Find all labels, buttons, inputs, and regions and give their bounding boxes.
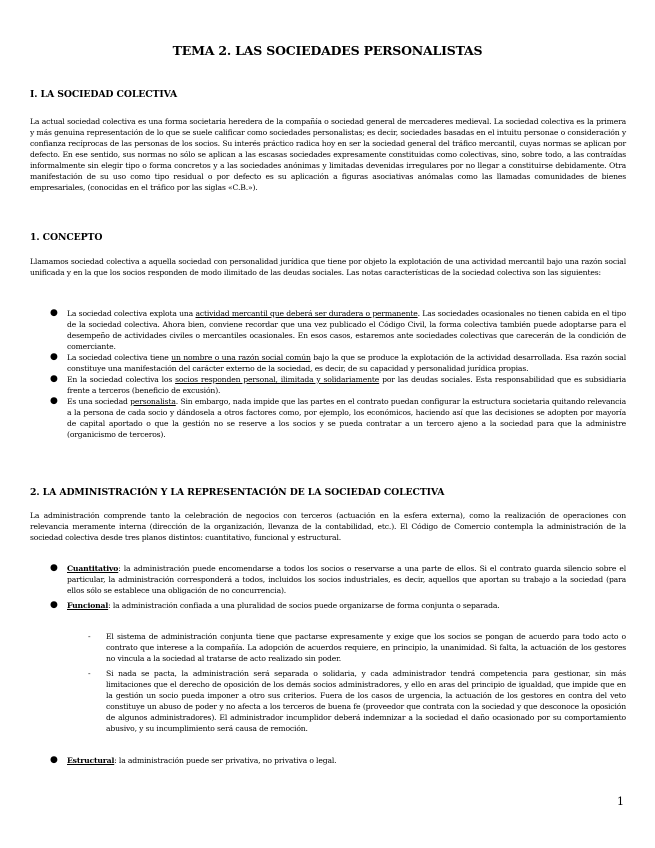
- bullet-icon: ●: [50, 563, 58, 573]
- bullet-icon: ●: [50, 600, 58, 610]
- bullet-icon: ●: [50, 374, 58, 384]
- concepto-bullet-list: [50, 308, 626, 440]
- list-item: ● Funcional: la administración confiada a una pluralidad de socios puede organizarse de forma conjunta o separada.: [50, 600, 500, 610]
- administracion-bullet-list: [50, 563, 626, 611]
- list-item: ● Cuantitativo: la administración puede encomendarse a todos los socios o reservarse a una parte de ellos. Si el contrato guarda silencio sobre el particular, la administración corresponderá a todos, incluidos los socios industriales, es decir, aquellos que aportan su trabajo a la sociedad (para ellos sólo se establece una obligación de no concurrencia).: [50, 563, 626, 595]
- page-number: 1: [617, 795, 624, 808]
- bullet-icon: ●: [50, 308, 58, 318]
- section-heading-sociedad-colectiva: I. LA SOCIEDAD COLECTIVA: [30, 89, 178, 100]
- concepto-paragraph: Llamamos sociedad colectiva a aquella sociedad con personalidad jurídica que tiene por objeto la explotación de una actividad mercantil bajo una razón social unificada y en la que los socios responden de modo ilimitado de las deudas sociales. Las notas características de la sociedad colectiva son las siguientes:: [30, 257, 626, 277]
- bullet-label: Estructural: [67, 756, 115, 765]
- bullet-label: Funcional: [67, 601, 109, 610]
- estructural-bullet-list: [50, 755, 626, 766]
- document-title: TEMA 2. LAS SOCIEDADES PERSONALISTAS: [172, 43, 483, 58]
- bullet-label: Cuantitativo: [67, 564, 119, 573]
- dash-marker: -: [88, 669, 91, 678]
- underlined-term: socios responden personal, ilimitada y solidariamente: [175, 375, 380, 384]
- underlined-term: actividad mercantil que deberá ser duradera o permanente: [195, 309, 418, 318]
- bullet-icon: ●: [50, 396, 58, 406]
- list-item: ● Es una sociedad personalista. Sin embargo, nada impide que las partes en el contrato puedan configurar la estructura societaria quitando relevancia a la persona de cada socio y dándosela a otros factores como, por ejemplo, los económicos, haciendo así que las decisiones se adopten por mayoría de capital aportado o que la gestión no se reserve a los socios y se pueda contratar a un tercero ajeno a la sociedad para que la administre (organicismo de terceros).: [50, 396, 626, 439]
- section-heading-administracion: 2. LA ADMINISTRACIÓN Y LA REPRESENTACIÓN DE LA SOCIEDAD COLECTIVA: [30, 487, 445, 498]
- bullet-icon: ●: [50, 352, 58, 362]
- list-item: - El sistema de administración conjunta tiene que pactarse expresamente y exige que los socios se pongan de acuerdo para todo acto o contrato que interese a la compañía. La adopción de acuerdos requiere, en principio, la unanimidad. Si falta, la actuación de los gestores no vincula a la sociedad al tratarse de acto realizado sin poder.: [88, 632, 626, 663]
- administracion-paragraph: La administración comprende tanto la celebración de negocios con terceros (actuación en la esfera externa), como la realización de operaciones con relevancia meramente interna (dirección de la organización, llevanza de la contabilidad, etc.). El Código de Comercio contempla la administración de la sociedad colectiva desde tres planos distintos: cuantitativo, funcional y estructural.: [30, 511, 626, 542]
- intro-paragraph: La actual sociedad colectiva es una forma societaria heredera de la compañía o sociedad general de mercaderes medieval. La sociedad colectiva es la primera y más genuina representación de lo que se suele calificar como sociedades personalistas; es decir, sociedades basadas en el intuitu personae o consideración y confianza recíprocas de las personas de los socios. Su interés práctico radica hoy en ser la sociedad general del tráfico mercantil, cuyas normas se aplican por defecto. En ese sentido, sus normas no sólo se aplican a las escasas sociedades expresamente constituidas como colectivas, sino, sobre todo, a las contraídas informalmente sin elegir tipo o forma concretos y a las sociedades anónimas y limitadas devenidas irregulares por no llegar a constituirse debidamente. Otra manifestación de su uso como tipo residual o por defecto es su aplicación a figuras asociativas anómalas como las llamadas comunidades de bienes empresariales, (conocidas en el tráfico por las siglas «C.B.»).: [30, 117, 626, 192]
- list-item: ● Estructural: la administración puede ser privativa, no privativa o legal.: [50, 755, 337, 765]
- underlined-term: personalista: [130, 397, 176, 406]
- list-item: ● La sociedad colectiva tiene un nombre o una razón social común bajo la que se produce la explotación de la actividad desarrollada. Esa razón social constituye una manifestación del carácter externo de la sociedad, es decir, de su capacidad y personalidad jurídica propias.: [50, 352, 626, 373]
- underlined-term: un nombre o una razón social común: [171, 353, 311, 362]
- list-item: - Si nada se pacta, la administración será separada o solidaria, y cada administrador tendrá competencia para gestionar, sin más limitaciones que el derecho de oposición de los demás socios administradores, y ello en aras del principio de igualdad, que impide que en la gestión un socio pueda imponer a otro sus criterios. Fuera de los casos de urgencia, la actuación de los gestores en contra del veto constituye un abuso de poder y no afecta a los terceros de buena fe (proveedor que contrata con la sociedad y que desconoce la oposición de algunos administradores). El administrador incumplidor deberá indemnizar a la sociedad el daño ocasionado por su comportamiento abusivo, y su incumplimiento será causa de remoción.: [88, 669, 626, 733]
- list-item: ● En la sociedad colectiva los socios responden personal, ilimitada y solidariamente por las deudas sociales. Esta responsabilidad que es subsidiaria frente a terceros (beneficio de excusión).: [50, 374, 626, 395]
- list-item: ● La sociedad colectiva explota una actividad mercantil que deberá ser duradera o permanente. Las sociedades ocasionales no tienen cabida en el tipo de la sociedad colectiva. Ahora bien, conviene recordar que una vez publicado el Código Civil, la forma colectiva también puede adoptarse para el desempeño de actividades civiles o mercantiles ocasionales. En esos casos, estaremos ante sociedades colectivas que carecerán de la condición de comerciante.: [50, 308, 626, 351]
- dash-marker: -: [88, 632, 91, 641]
- funcional-dash-list: [88, 631, 626, 734]
- bullet-icon: ●: [50, 755, 58, 765]
- section-heading-concepto: 1. CONCEPTO: [30, 232, 103, 243]
